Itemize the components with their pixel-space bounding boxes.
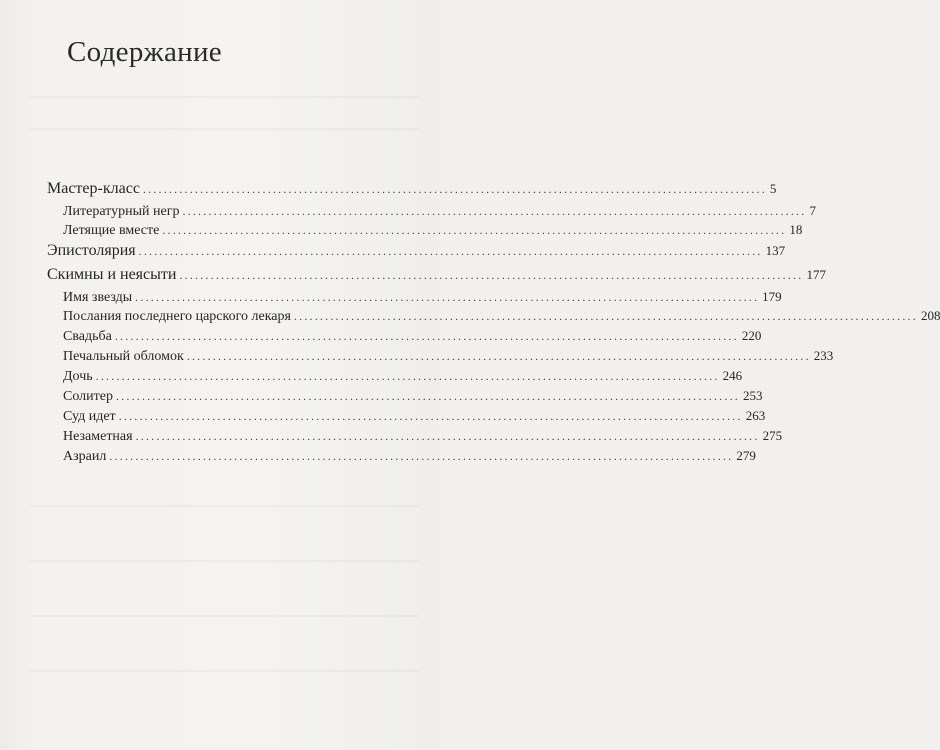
toc-entry [47,180,777,202]
dot-leader: ........................................................................................................................ [135,290,760,304]
toc-entry-page: 275 [762,428,783,443]
show-through-line [30,560,419,562]
toc-entry-title: Летящие вместе [63,223,160,238]
toc-entry-title: Скимны и неясыти [47,266,177,283]
toc-entry [63,388,763,410]
toc-entry-title: Послания последнего царского лекаря [63,309,291,324]
dot-leader: ........................................................................................................................ [115,389,740,403]
toc-entry-page: 7 [809,203,816,218]
toc-entry-page: 5 [769,181,777,196]
toc-entry-page: 253 [742,388,763,403]
dot-leader: ........................................................................................................................ [118,409,743,423]
dot-leader: ........................................................................................................................ [179,268,804,282]
toc-entry-page: 246 [722,368,743,383]
dot-leader: ........................................................................................................................ [109,449,734,463]
dot-leader: ........................................................................................................................ [182,204,807,218]
toc-entry-page: 263 [745,408,766,423]
toc-entry [63,428,783,450]
toc-entry-title: Незаметная [63,429,133,444]
toc-entry-page: 233 [813,348,834,363]
toc-entry [63,448,756,470]
dot-leader: ........................................................................................................................ [135,429,760,443]
dot-leader: ........................................................................................................................ [138,244,763,258]
toc-entry-title: Имя звезды [63,290,133,305]
toc-entry-title: Дочь [63,369,93,384]
toc-entry-page: 208 [920,308,940,323]
toc-entry [63,222,803,244]
dot-leader: ........................................................................................................................ [293,309,918,323]
toc-entry-title: Суд идет [63,409,116,424]
toc-entry [63,328,762,350]
toc-entry-title: Литературный негр [63,204,180,219]
toc-entry-title: Свадьба [63,329,112,344]
dot-leader: ........................................................................................................................ [162,223,787,237]
show-through-line [30,128,419,130]
toc-entry [63,308,940,330]
dot-leader: ........................................................................................................................ [186,349,811,363]
toc-entry [47,266,826,288]
toc-entry [63,348,834,370]
toc-entry-page: 18 [789,222,803,237]
toc-entry-title: Солитер [63,389,113,404]
toc-entry-page: 177 [806,267,826,282]
show-through-line [30,615,419,617]
toc-entry-page: 137 [765,243,786,258]
dot-leader: ........................................................................................................................ [114,329,739,343]
toc-entry-title: Мастер-класс [47,180,140,197]
show-through-line [30,505,419,507]
toc-entry-page: 179 [762,289,782,304]
toc-entry-title: Эпистолярия [47,242,136,259]
dot-leader: ........................................................................................................................ [142,182,767,196]
page-title: Содержание [67,36,222,68]
toc-entry [63,408,766,430]
toc-entry [63,368,743,390]
toc-entry-page: 220 [741,328,762,343]
toc-entry-page: 279 [736,448,756,463]
show-through-line [30,670,419,672]
toc-entry-title: Азраил [63,449,107,464]
toc-entry-title: Печальный обломок [63,349,184,364]
dot-leader: ........................................................................................................................ [95,369,720,383]
show-through-line [30,96,419,98]
toc-entry [47,242,786,264]
